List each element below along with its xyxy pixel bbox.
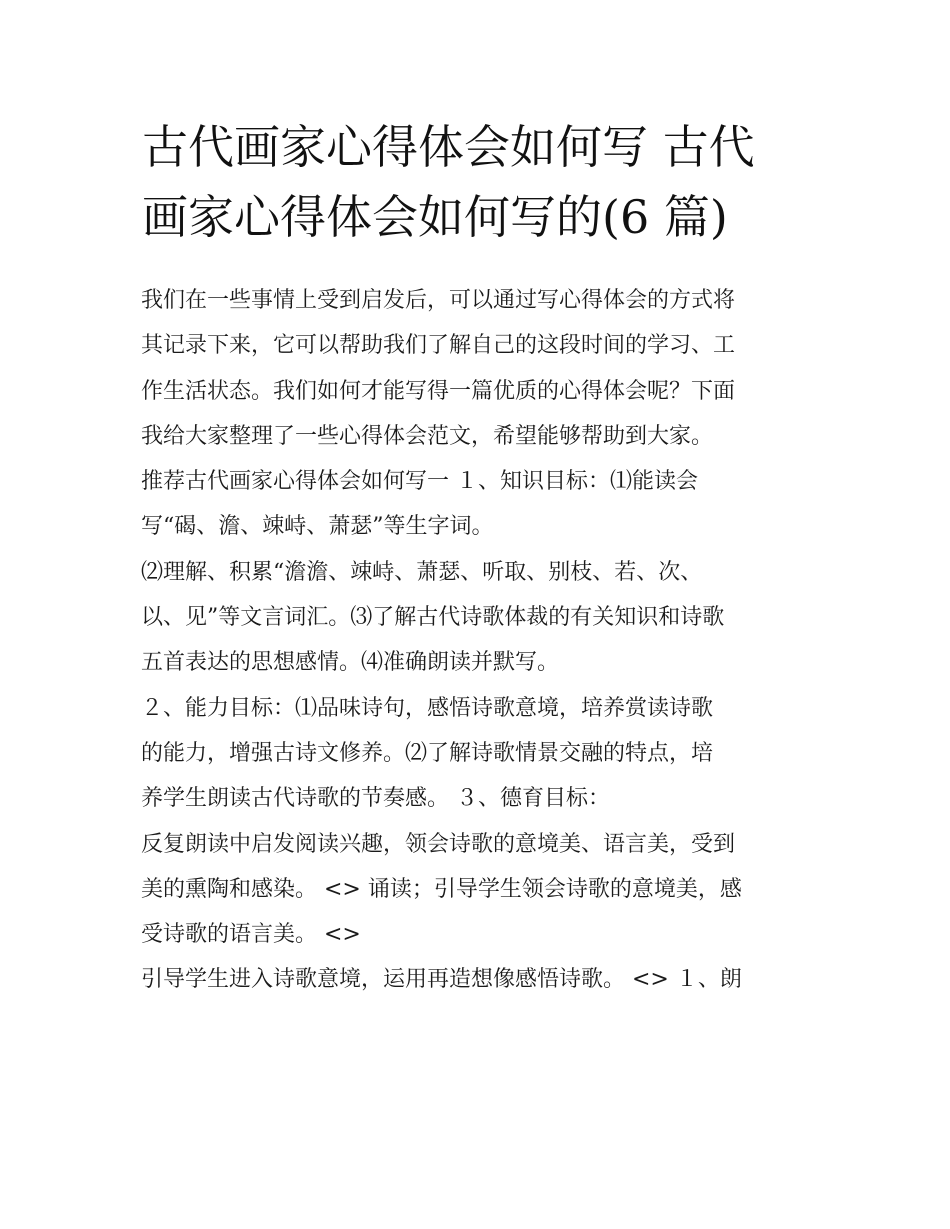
body-line-11: 的能力，增强古诗文修养。⑵了解诗歌情景交融的特点，培 — [141, 740, 714, 766]
body-line-5: 推荐古代画家心得体会如何写一 １、知识目标：⑴能读会 — [141, 469, 698, 495]
title-line-1: 古代画家心得体会如何写 古代 — [142, 120, 755, 174]
body-line-12: 养学生朗读古代诗歌的节奏感。 ３、德育目标： — [141, 786, 610, 812]
document-body — [141, 278, 831, 1003]
body-line-3: 作生活状态。我们如何才能写得一篇优质的心得体会呢？下面 — [141, 378, 736, 404]
body-line-2: 其记录下来，它可以帮助我们了解自己的这段时间的学习、工 — [141, 333, 736, 359]
body-line-14: 美的熏陶和感染。 <> 诵读；引导学生领会诗歌的意境美，感 — [141, 876, 742, 902]
body-line-13: 反复朗读中启发阅读兴趣，领会诗歌的意境美、语言美，受到 — [141, 831, 736, 857]
body-line-10: ２、能力目标：⑴品味诗句，感悟诗歌意境，培养赏读诗歌 — [141, 695, 714, 721]
body-line-8: 以、见”等文言词汇。⑶了解古代诗歌体裁的有关知识和诗歌 — [141, 605, 725, 631]
body-line-1: 我们在一些事情上受到启发后，可以通过写心得体会的方式将 — [141, 288, 736, 313]
body-line-9: 五首表达的思想感情。⑷准确朗读并默写。 — [141, 650, 560, 676]
body-line-7: ⑵理解、积累“澹澹、竦峙、萧瑟、听取、别枝、若、次、 — [141, 559, 703, 585]
title-line-2: 画家心得体会如何写的(6 篇) — [142, 190, 728, 244]
body-line-15: 受诗歌的语言美。 <> — [141, 922, 361, 948]
document-title — [142, 112, 822, 252]
body-line-6: 写“碣、澹、竦峙、萧瑟”等生字词。 — [141, 514, 494, 540]
body-line-4: 我给大家整理了一些心得体会范文，希望能够帮助到大家。 — [141, 423, 714, 449]
body-line-16: 引导学生进入诗歌意境，运用再造想像感悟诗歌。 <> １、朗 — [141, 967, 742, 993]
